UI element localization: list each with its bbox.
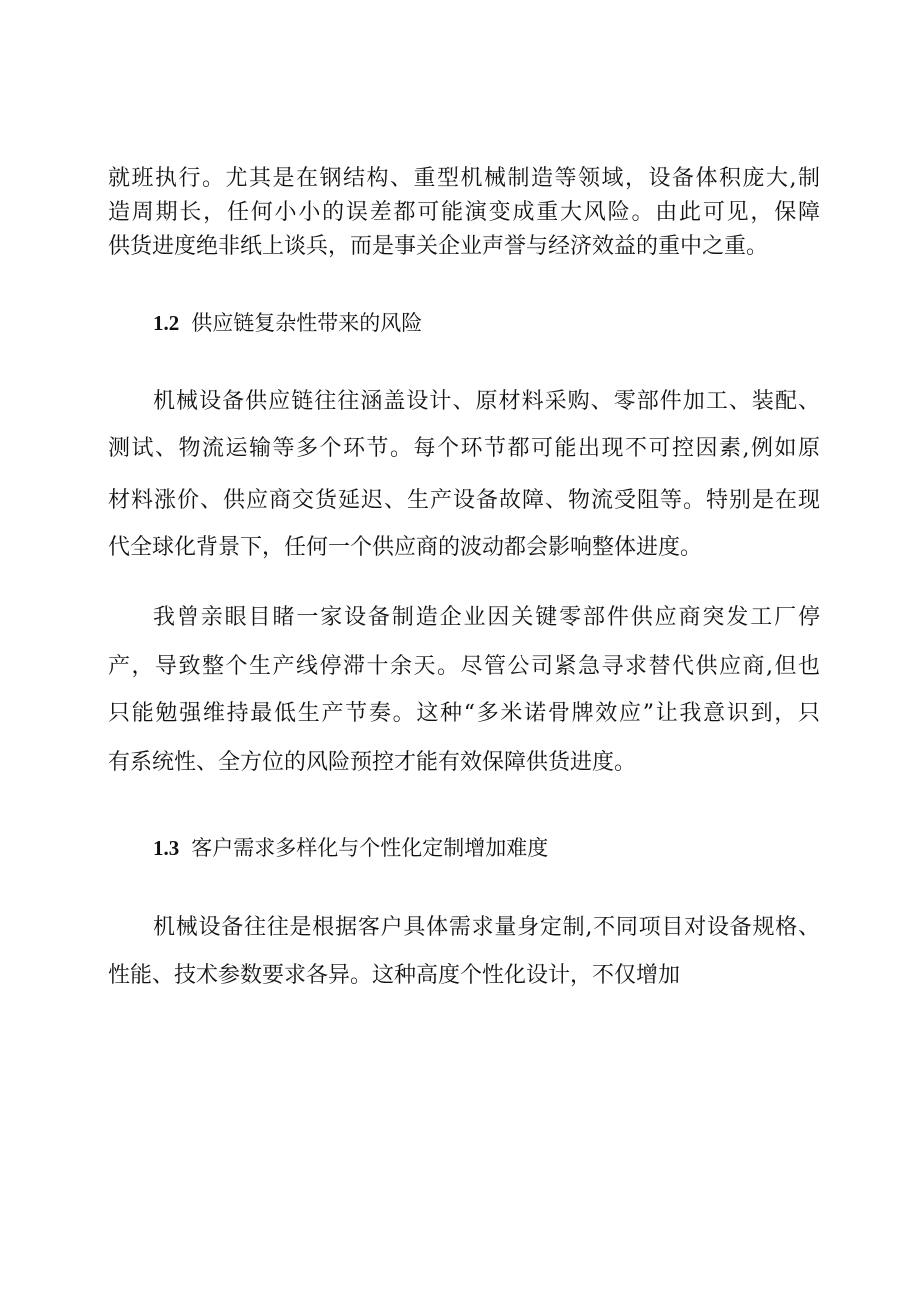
paragraph-line: 机械设备往往是根据客户具体需求量身定制,不同项目对设备规格、: [153, 915, 820, 940]
paragraph-line: 我曾亲眼目睹一家设备制造企业因关键零部件供应商突发工厂停: [153, 605, 820, 630]
paragraph-line: 只能勉强维持最低生产节奏。这种“多米诺骨牌效应”让我意识到，只: [108, 701, 820, 726]
section-heading-1-2: [153, 306, 820, 340]
paragraph-line: 测试、物流运输等多个环节。每个环节都可能出现不可控因素,例如原: [108, 436, 820, 461]
section-title: 供应链复杂性带来的风险: [191, 311, 423, 335]
paragraph-line: 机械设备供应链往往涵盖设计、原材料采购、零部件加工、装配、: [153, 389, 820, 414]
section-number: 1.3: [153, 836, 180, 860]
intro-line-3: 供货进度绝非纸上谈兵，而是事关企业声誉与经济效益的重中之重。: [108, 234, 769, 259]
section-number: 1.2: [153, 311, 180, 335]
paragraph-line: 产，导致整个生产线停滞十余天。尽管公司紧急寻求替代供应商,但也: [108, 654, 820, 679]
intro-line-1: 就班执行。尤其是在钢结构、重型机械制造等领域，设备体积庞大,制: [108, 166, 820, 191]
section-title: 客户需求多样化与个性化定制增加难度: [191, 836, 549, 860]
paragraph-line: 代全球化背景下，任何一个供应商的波动都会影响整体进度。: [108, 535, 703, 560]
intro-line-2: 造周期长，任何小小的误差都可能演变成重大风险。由此可见，保障: [108, 200, 820, 225]
section-heading-1-3: [153, 831, 820, 865]
paragraph-line: 性能、技术参数要求各异。这种高度个性化设计，不仅增加: [108, 963, 681, 988]
paragraph-line: 材料涨价、供应商交货延迟、生产设备故障、物流受阻等。特别是在现: [108, 488, 820, 513]
paragraph-line: 有系统性、全方位的风险预控才能有效保障供货进度。: [108, 750, 637, 775]
